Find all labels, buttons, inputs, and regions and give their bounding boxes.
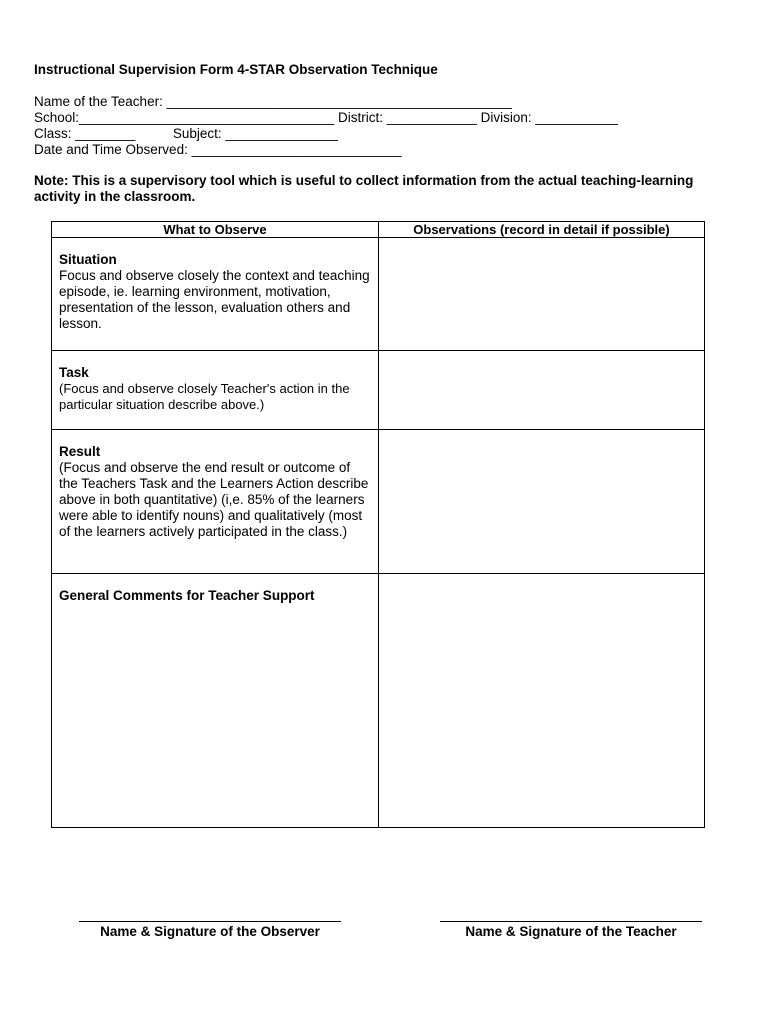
class-subject-field: Class: ________ Subject: _______________ <box>34 126 338 141</box>
form-note: Note: This is a supervisory tool which is useful to collect information from the actual teaching-learning activity in the classroom. <box>34 173 694 204</box>
task-heading: Task <box>59 365 89 380</box>
situation-heading: Situation <box>59 252 117 267</box>
situation-criteria-cell <box>52 238 379 351</box>
table-row-result <box>52 430 705 574</box>
teacher-name-field: Name of the Teacher: ______________________________________________ <box>34 94 512 109</box>
general-comments-criteria-cell <box>52 574 379 828</box>
observer-signature-line: Name & Signature of the Observer <box>79 921 341 940</box>
school-district-division-field: School:__________________________________ District: ____________ Division: ___________ <box>34 110 619 125</box>
general-comments-heading: General Comments for Teacher Support <box>59 588 315 603</box>
result-observation-cell[interactable] <box>379 430 705 574</box>
situation-observation-cell[interactable] <box>379 238 705 351</box>
task-description: (Focus and observe closely Teacher's action in the particular situation describe above.) <box>59 381 350 412</box>
column-header-observations: Observations (record in detail if possible) <box>379 222 705 238</box>
table-row-general-comments <box>52 574 705 828</box>
task-observation-cell[interactable] <box>379 351 705 430</box>
table-header-row <box>52 222 705 238</box>
observation-table <box>51 221 705 828</box>
result-heading: Result <box>59 444 101 459</box>
result-criteria-cell <box>52 430 379 574</box>
column-header-what-to-observe: What to Observe <box>52 222 379 238</box>
table-row-task <box>52 351 705 430</box>
form-header-fields <box>34 94 618 158</box>
task-criteria-cell <box>52 351 379 430</box>
result-description: (Focus and observe the end result or outcome of the Teachers Task and the Learners Action describe above in both quantitative) (i,e. 85% of the learners were able to identify nouns) and qualitatively (most of the learners actively participated in the class.) <box>59 460 369 539</box>
general-comments-observation-cell[interactable] <box>379 574 705 828</box>
date-time-field: Date and Time Observed: ____________________________ <box>34 142 402 157</box>
teacher-signature-line: Name & Signature of the Teacher <box>440 921 702 940</box>
situation-description: Focus and observe closely the context and teaching episode, ie. learning environment, motivation, presentation of the lesson, evaluation others and lesson. <box>59 268 370 331</box>
form-title: Instructional Supervision Form 4-STAR Observation Technique <box>34 62 438 77</box>
table-row-situation <box>52 238 705 351</box>
